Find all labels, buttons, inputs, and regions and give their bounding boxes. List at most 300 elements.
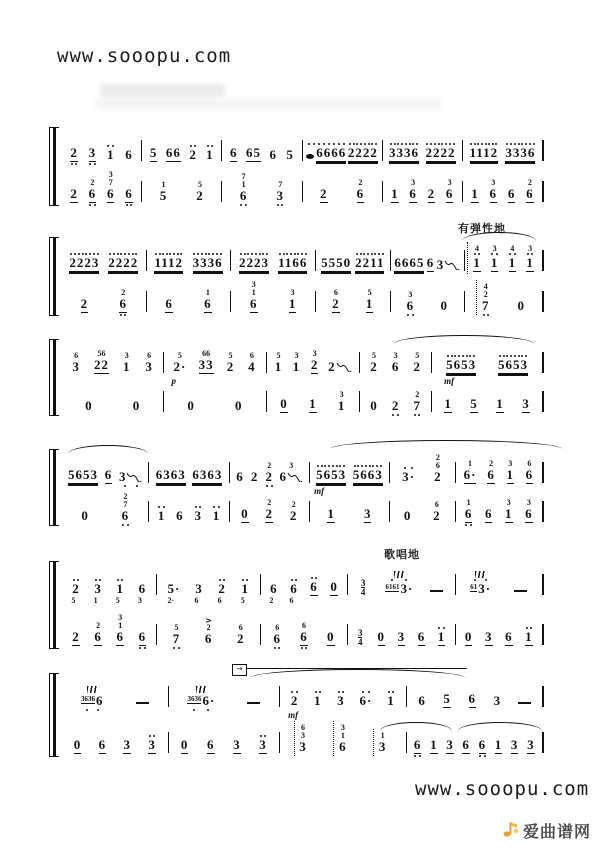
note-number: 6 [96,693,104,708]
note-unit [88,146,97,162]
measure [231,253,315,272]
note-number: 3 [397,629,406,644]
note-number: 3· [402,469,416,484]
note-main [156,468,186,484]
chord-number: 7 [108,178,113,187]
note-main [108,256,138,272]
note-main [81,509,89,523]
note-number: 3 [363,506,372,521]
measure [62,614,156,646]
note-main [72,582,80,596]
note-unit [194,581,203,605]
note-main [316,468,346,484]
bar-line [542,686,544,707]
note-unit [387,691,396,708]
note-unit [487,460,496,484]
measure [303,179,382,203]
note-number: 6 [525,506,533,521]
note-main [270,148,278,162]
chord-number: 6 [527,459,532,468]
note-number: 1 [526,255,534,270]
note-main [306,146,346,162]
note-unit [524,627,533,646]
glissando-mark [444,258,460,272]
slur-arc [250,669,465,678]
note-unit [247,352,256,374]
note-main [241,582,249,596]
note-main [85,399,93,413]
slur-arc [68,445,148,454]
octave-dots-below [81,709,104,711]
chord-number: 3 [340,723,345,732]
note-unit [124,148,133,162]
chord-number: 2 [489,459,494,468]
note-number: 65 [246,145,262,160]
note-main [107,187,115,203]
note-main [107,148,115,162]
note-number: 6 [94,629,102,644]
note-number: 3 [378,739,387,754]
chord-number: 1 [340,731,345,740]
note-main [507,468,515,484]
note-main [427,256,435,272]
note-unit [331,289,340,313]
note-main [496,397,504,413]
note-unit [462,738,471,754]
note-number: 6 [468,691,476,706]
note-number: 3 [493,693,502,708]
note-main [176,509,184,523]
note-number: 6 [462,737,470,752]
upper-voice-row [62,132,544,162]
note-number: 0 [440,298,448,313]
harmony-number: 6 [194,596,199,605]
note-number: 2 [196,188,204,203]
note-main [485,630,493,646]
note-main [240,189,248,203]
note-unit [203,289,212,313]
note-unit [289,501,298,523]
note-main [213,509,221,523]
note-unit [121,493,130,523]
note-number: 1166 [278,255,308,270]
note-unit [289,579,298,605]
note-unit [288,691,299,720]
note-number: 3 [233,737,241,752]
note-number: 22 [93,357,109,372]
note-unit [445,738,454,754]
note-number [136,694,149,708]
note-number: 6· [359,693,373,708]
note-number: 1 [116,581,124,596]
note-unit [471,187,480,203]
note-number: 1 [274,359,283,374]
note-number: 2 [391,398,400,413]
note-unit [192,468,222,484]
note-main [70,146,78,162]
note-unit [217,579,227,605]
octave-dots-below [88,163,97,165]
note-unit [426,143,456,162]
measure [142,145,221,162]
note-number: 5653 [498,357,529,372]
note-unit [288,289,297,313]
note-main [207,738,215,754]
note-main [196,189,204,203]
note-number: 2223 [69,255,100,270]
note-number: 6 [487,467,495,482]
note-unit [363,507,372,523]
note-number: 5· [167,581,181,596]
note-main [446,358,476,374]
note-number: 1112 [154,255,184,270]
measure [310,507,389,523]
note-unit [138,630,147,646]
note-number: 3 [510,737,519,752]
note-main [360,694,373,708]
note-number: 5663 [352,467,383,482]
music-system [62,454,544,523]
note-main [526,187,534,203]
note-number: 6 [229,145,238,160]
system-bracket [49,340,58,415]
note-number: 2222 [425,145,456,160]
note-main [353,468,383,484]
chord-number: 2 [96,621,101,630]
harmony-stack [116,597,120,605]
note-unit [235,470,244,484]
note-unit [330,580,339,596]
chord-number: 4 [474,244,479,253]
measure [310,465,389,496]
note-unit [437,258,461,272]
measure [391,256,465,272]
grace-notes: 6161 [385,583,400,591]
note-main [206,148,214,162]
note-unit [149,146,158,162]
note-main [525,507,533,523]
note-number: 2 [70,186,78,201]
ghost-title-line2 [96,99,441,109]
bar-line [542,501,544,522]
note-number: 2222 [108,255,139,270]
note-number: 6 [273,631,281,646]
note-main [199,358,214,374]
note-number: 1 [505,506,513,521]
note-unit [327,507,336,523]
octave-dots-below [464,524,473,526]
note-unit [116,614,125,646]
measure [465,245,542,272]
note-number: 5 [470,396,478,411]
note-number: 6363 [155,467,186,482]
chord-number: 6 [434,500,439,509]
note-unit [172,624,181,646]
note-unit [73,738,82,754]
note-unit [239,173,248,203]
measure [303,143,382,162]
note-main [505,507,513,523]
measure [164,349,265,386]
note-number: 2211 [355,255,385,270]
time-signature: 3 4 [360,578,366,597]
note-number: 1 [473,255,481,270]
note-main [409,187,417,203]
note-number: 3336 [505,145,536,160]
note-number: 1 [437,629,446,644]
note-main [418,630,426,646]
note-main [327,507,335,523]
measure [390,454,455,484]
note-main [116,582,124,596]
chord-number: 3 [506,498,511,507]
note-main [385,582,413,596]
note-unit [269,148,278,162]
note-unit [321,256,351,272]
note-number: 2 [433,508,441,523]
note-number: 6665 [394,255,425,270]
chord-number: 5 [177,351,182,360]
harmony-stack [218,597,222,605]
note-number: 3 [436,257,445,272]
note-number: 6 [484,506,493,521]
note-number: 66 [165,145,181,160]
chord-number: 3 [290,288,295,297]
lower-voice-row [62,281,544,313]
octave-dots-below [138,647,147,649]
note-number: 1 [337,398,346,413]
note-number: 6 [310,579,318,594]
measure [316,253,390,272]
note-main [165,297,173,313]
note-main [189,148,197,162]
note-number: 0 [330,579,338,594]
note-unit [494,738,503,754]
upper-voice-row [62,344,544,386]
measure [142,181,221,203]
arpeggio-roll-mark [294,721,295,756]
note-number: 2 [427,186,436,201]
note-number: 1 [496,396,504,411]
note-unit [426,256,435,272]
measure [465,283,542,313]
octave-dots-below [265,485,274,487]
harmony-stack [194,597,198,605]
chord-number: 1 [380,731,385,740]
note-number: 0 [517,298,525,313]
note-number: 2 [320,186,328,201]
note-main [364,507,372,523]
measure [157,579,259,605]
note-unit [286,148,295,162]
note-main [72,630,80,646]
bar-line [542,140,544,161]
note-number: 0 [81,508,89,523]
arpeggio-roll-mark [476,280,477,315]
note-number: 0 [187,398,195,413]
note-unit [369,399,378,413]
note-number: 6· [202,693,216,708]
measure [147,253,231,272]
note-main [464,468,477,484]
note-unit [175,509,184,523]
measure [169,686,280,708]
note-main [522,397,530,413]
octave-dots-below [187,709,215,711]
note-unit [489,179,498,203]
note-number: 6 [270,581,278,596]
note-main [413,360,421,374]
note-main [357,187,365,203]
harmony-stack [167,597,174,605]
note-unit [148,735,157,754]
measure [230,499,309,523]
note-unit [360,579,369,596]
note-number: 6 [409,186,417,201]
time-signature: 3 4 [357,628,363,647]
note-main [251,470,259,484]
note-unit [357,629,366,646]
note-main [265,507,273,523]
note-main [366,297,374,313]
note-unit [355,253,384,272]
note-number: 1 [444,396,452,411]
harmony-stack [72,597,76,605]
note-number: 3 [299,739,307,754]
chord-number: 56 [97,349,106,358]
measure [267,350,360,374]
measure [383,179,462,203]
note-main [70,187,78,203]
note-main [392,399,400,413]
measure [222,146,301,162]
note-number: 3 [522,396,530,411]
tempo-annotation: 歌唱地 [384,548,420,561]
measure [62,171,141,203]
note-unit [496,397,505,413]
harmony-number: 5 [240,596,245,605]
measure [62,735,168,754]
note-unit [444,355,477,386]
note-number: 0 [370,398,378,413]
note-main [518,694,531,708]
chord-number: 5 [228,351,233,360]
note-unit [470,397,479,413]
note-unit [385,571,413,596]
note-main [465,507,473,523]
note-unit [525,179,534,203]
note-number: 7 [172,631,181,646]
measure [280,691,405,720]
note-number: 1 [387,693,395,708]
note-number: 3· [478,581,492,596]
chord-number: 1 [241,180,246,189]
note-main [145,360,153,374]
note-number: 6 [104,467,113,482]
note-unit [72,352,81,374]
chord-number: 1 [118,621,123,630]
note-unit [240,579,250,605]
system-bracket [49,450,58,525]
chord-number: 2 [121,288,126,297]
music-system [62,665,544,754]
note-main [89,146,97,162]
chord-number: 3 [528,244,533,253]
note-main [511,738,519,754]
note-number: 2 [72,629,80,644]
note-number [514,582,527,596]
note-unit [273,624,282,646]
chord-number: 7 [123,500,128,509]
note-number: 6 [406,298,415,313]
note-main [139,630,147,646]
note-main [94,358,109,374]
note-unit [391,399,400,413]
note-unit [69,253,99,272]
note-number: 1 [314,693,322,708]
note-number: 0 [403,508,412,523]
note-main [387,694,395,708]
note-main [473,256,481,272]
measure [62,399,163,413]
note-number: 3 [446,737,454,752]
note-unit [165,297,174,313]
note-main [418,694,426,708]
note-number: 4 [248,359,256,374]
tremolo-mark [475,571,486,578]
note-unit [472,245,481,272]
chord-number: 6 [301,723,305,732]
note-unit [88,179,97,203]
note-main [485,507,493,523]
note-number: 6 [356,186,365,201]
chord-number: 2 [206,623,211,632]
note-unit [132,399,141,413]
note-unit [444,397,453,413]
note-number: 1 [471,186,479,201]
chord-number: 6 [302,621,306,630]
note-number: 2 [218,581,226,596]
note-main [470,146,499,162]
note-main [440,299,448,313]
measure [463,179,542,203]
chord-number: 2 [358,178,363,187]
note-main [434,470,442,484]
note-unit [440,299,449,313]
note-number: 6 [121,508,130,523]
measure [62,686,168,708]
note-unit [484,630,493,646]
note-number: 6 [417,629,426,644]
note-main [187,694,215,708]
octave-dots-below [300,647,309,649]
note-main [205,632,213,646]
note-main [248,360,256,374]
chord-number: 3 [411,178,416,187]
note-unit [259,735,268,754]
chord-number: 1 [468,459,473,468]
note-number: 3 [195,581,203,596]
note-number: 1 [506,467,515,482]
note-number: 3 [485,629,493,644]
chord-number: 6 [147,351,152,360]
note-main [173,360,186,374]
note-unit [119,470,143,484]
dynamic-mark: mf [444,376,455,386]
chord-number: 2 [123,492,128,501]
note-number: 3 [276,188,284,203]
note-unit [427,187,436,203]
